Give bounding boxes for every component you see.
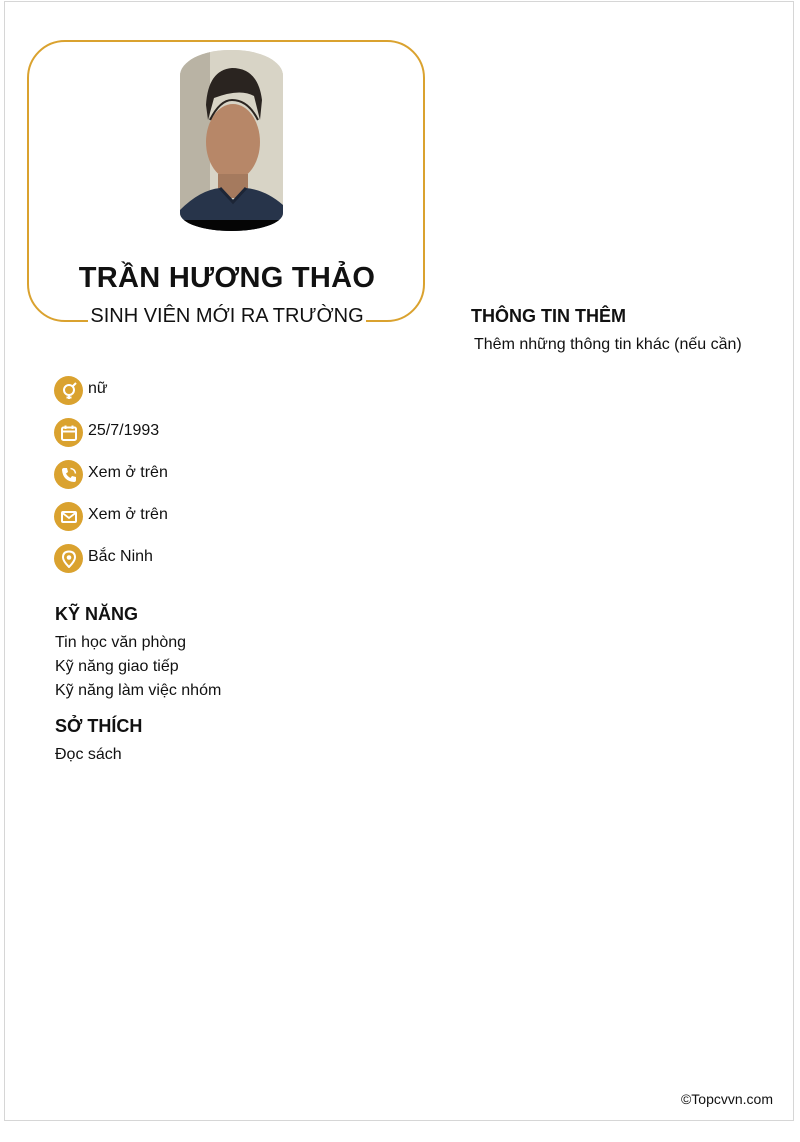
- candidate-title: SINH VIÊN MỚI RA TRƯỜNG: [90, 305, 364, 327]
- email-text: Xem ở trên: [88, 506, 168, 523]
- extra-info-text: Thêm những thông tin khác (nếu cần): [474, 336, 742, 353]
- gender-text: nữ: [88, 380, 108, 397]
- profile-photo: [180, 50, 283, 231]
- address-text: Bắc Ninh: [88, 548, 153, 565]
- skill-item: Kỹ năng giao tiếp: [55, 658, 179, 675]
- hobbies-heading: SỞ THÍCH: [55, 716, 143, 736]
- calendar-icon: [54, 418, 83, 447]
- birthday-text: 25/7/1993: [88, 422, 160, 439]
- phone-icon: [54, 460, 83, 489]
- location-pin-icon: [54, 544, 83, 573]
- extra-info-heading: THÔNG TIN THÊM: [471, 306, 626, 326]
- phone-text: Xem ở trên: [88, 464, 168, 481]
- mail-icon: [54, 502, 83, 531]
- hobby-item: Đọc sách: [55, 746, 122, 763]
- skill-item: Tin học văn phòng: [55, 634, 187, 651]
- skills-heading: KỸ NĂNG: [55, 604, 139, 624]
- skill-item: Kỹ năng làm việc nhóm: [55, 682, 222, 699]
- gender-icon: [54, 376, 83, 405]
- footer-credit: ©Topcvvn.com: [680, 1091, 773, 1107]
- candidate-name: TRẦN HƯƠNG THẢO: [78, 262, 376, 294]
